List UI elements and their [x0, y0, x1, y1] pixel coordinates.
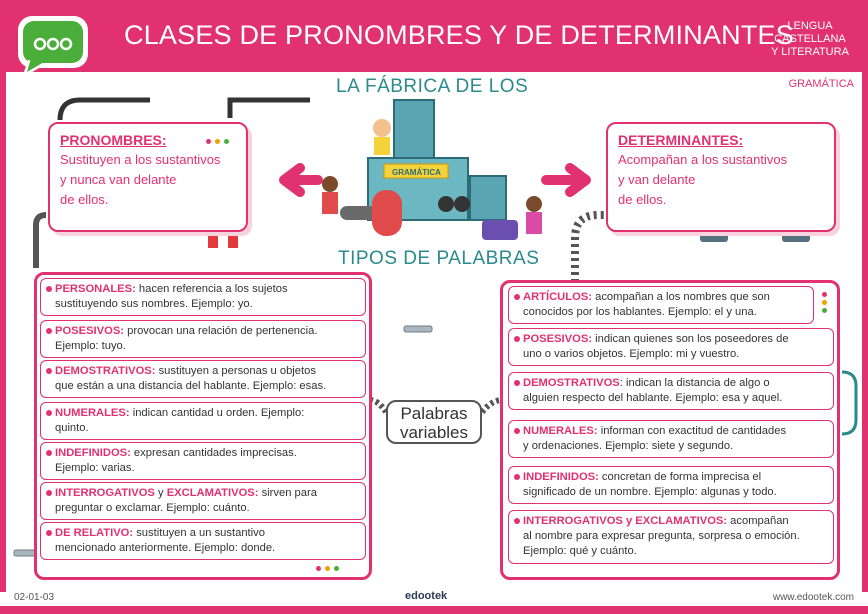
item-text: sirven para [258, 487, 317, 499]
item-text: uno o varios objetos. Ejemplo: mi y vuestro. [523, 348, 740, 360]
pipe-right-edge [842, 372, 856, 434]
definition-line: de ellos. [618, 192, 667, 207]
pipe-top-mid [230, 100, 310, 118]
item-text: significado de un nombre. Ejemplo: algunas y todo. [523, 486, 777, 498]
item-key: PERSONALES: [55, 283, 136, 295]
left-border [0, 72, 6, 592]
definition-line: de ellos. [60, 192, 109, 207]
list-item [40, 522, 366, 560]
subject-line: Y LITERATURA [771, 46, 849, 58]
item-text: sustituyendo sus nombres. Ejemplo: yo. [55, 298, 253, 310]
item-text: alguien respecto del hablante. Ejemplo: esa y aquel. [523, 392, 783, 404]
item-key: INTERROGATIVOS y EXCLAMATIVOS: [523, 515, 728, 527]
pipe-left [36, 215, 46, 268]
item-key: DE RELATIVO: [55, 527, 134, 539]
list-item [508, 286, 814, 324]
item-text: y ordenaciones. Ejemplo: siete y segundo. [523, 440, 734, 452]
indicator-lights [316, 566, 339, 571]
pipe-right [575, 215, 608, 282]
item-key: INTERROGATIVOS [55, 487, 155, 499]
list-item [40, 402, 366, 440]
item-key: INDEFINIDOS: [523, 471, 599, 483]
center-line: variables [399, 423, 469, 442]
arrow-right [546, 168, 586, 192]
item-key: DEMOSTRATIVOS [523, 377, 620, 389]
item-text: Ejemplo: varias. [55, 462, 135, 474]
list-item [508, 328, 834, 366]
factory-title-top: LA FÁBRICA DE LOS [336, 76, 529, 97]
list-item [40, 360, 366, 398]
document-code: 02-01-03 [14, 592, 55, 603]
definition-line: Sustituyen a los sustantivos [60, 152, 221, 167]
definition-line: y van delante [618, 172, 696, 187]
footer-bar [0, 606, 868, 614]
item-text: Ejemplo: tuyo. [55, 340, 126, 352]
item-key: DEMOSTRATIVOS: [55, 365, 156, 377]
list-item [40, 442, 366, 480]
center-line: Palabras [400, 404, 468, 423]
item-text: indican cantidad u orden. Ejemplo: [129, 407, 305, 419]
item-text: indican quienes son los poseedores de [592, 333, 789, 345]
website-link[interactable]: www.edootek.com [772, 592, 854, 603]
indicator-lights [822, 292, 827, 313]
item-text: : indican la distancia de algo o [619, 377, 770, 389]
item-key: ARTÍCULOS: [523, 291, 592, 303]
item-text: acompañan a los nombres que son [591, 291, 770, 303]
list-item [508, 372, 834, 410]
machine-label: GRAMÁTICA [392, 168, 441, 177]
indicator-lights [206, 139, 229, 144]
list-item [40, 320, 366, 358]
determinantes-card [606, 122, 836, 232]
pronombres-term: PRONOMBRES: [60, 132, 167, 148]
item-text: quinto. [55, 422, 89, 434]
list-item [40, 278, 366, 316]
factory-title-bottom: TIPOS DE PALABRAS [338, 248, 540, 269]
item-key: POSESIVOS: [523, 333, 593, 345]
item-text: concretan de forma imprecisa el [598, 471, 762, 483]
item-text: y [154, 487, 167, 499]
item-key: EXCLAMATIVOS: [166, 487, 259, 499]
right-border [862, 72, 868, 592]
item-text: informan con exactitud de cantidades [597, 425, 787, 437]
item-text: sustituyen a un sustantivo [133, 527, 265, 539]
item-text: Ejemplo: qué y cuánto. [523, 545, 637, 557]
page-title: CLASES DE PRONOMBRES Y DE DETERMINANTES [124, 20, 794, 50]
brand-logo: edootek [405, 590, 448, 602]
item-key: INDEFINIDOS: [55, 447, 131, 459]
item-text: mencionado anteriormente. Ejemplo: donde. [55, 542, 276, 554]
item-text: hacen referencia a los sujetos [135, 283, 288, 295]
section-tag: GRAMÁTICA [788, 78, 854, 90]
item-text: al nombre para expresar pregunta, sorpresa o emoción. [523, 530, 800, 542]
list-item [40, 482, 366, 520]
subject-label [770, 20, 850, 59]
arrow-left [284, 168, 318, 192]
pipe-center-right [482, 400, 502, 412]
list-item [508, 420, 834, 458]
determinantes-term: DETERMINANTES: [618, 132, 744, 148]
determinantes-definition [618, 150, 824, 210]
subject-line: LENGUA [787, 20, 833, 32]
definition-line: y nunca van delante [60, 172, 177, 187]
header-bar [0, 0, 868, 72]
chat-bubble-logo-icon [14, 12, 96, 84]
list-item [508, 510, 834, 564]
item-text: expresan cantidades imprecisas. [130, 447, 297, 459]
item-text: provocan una relación de pertenencia. [124, 325, 318, 337]
item-text: acompañan [727, 515, 789, 527]
item-text: sustituyen a personas u objetos [155, 365, 316, 377]
pipe-center-left [370, 400, 386, 412]
subject-line: CASTELLANA [774, 33, 846, 45]
pipe-top-left [60, 100, 150, 120]
item-key: NUMERALES: [55, 407, 130, 419]
item-key: POSESIVOS: [55, 325, 125, 337]
item-text: preguntar o exclamar. Ejemplo: cuánto. [55, 502, 250, 514]
palabras-variables-label [386, 400, 482, 444]
item-text: que están a una distancia del hablante. Ejemplo: esas. [55, 380, 327, 392]
list-item [508, 466, 834, 504]
item-text: conocidos por los hablantes. Ejemplo: el y una. [523, 306, 757, 318]
item-key: NUMERALES: [523, 425, 598, 437]
definition-line: Acompañan a los sustantivos [618, 152, 788, 167]
pronombres-definition [60, 150, 236, 210]
